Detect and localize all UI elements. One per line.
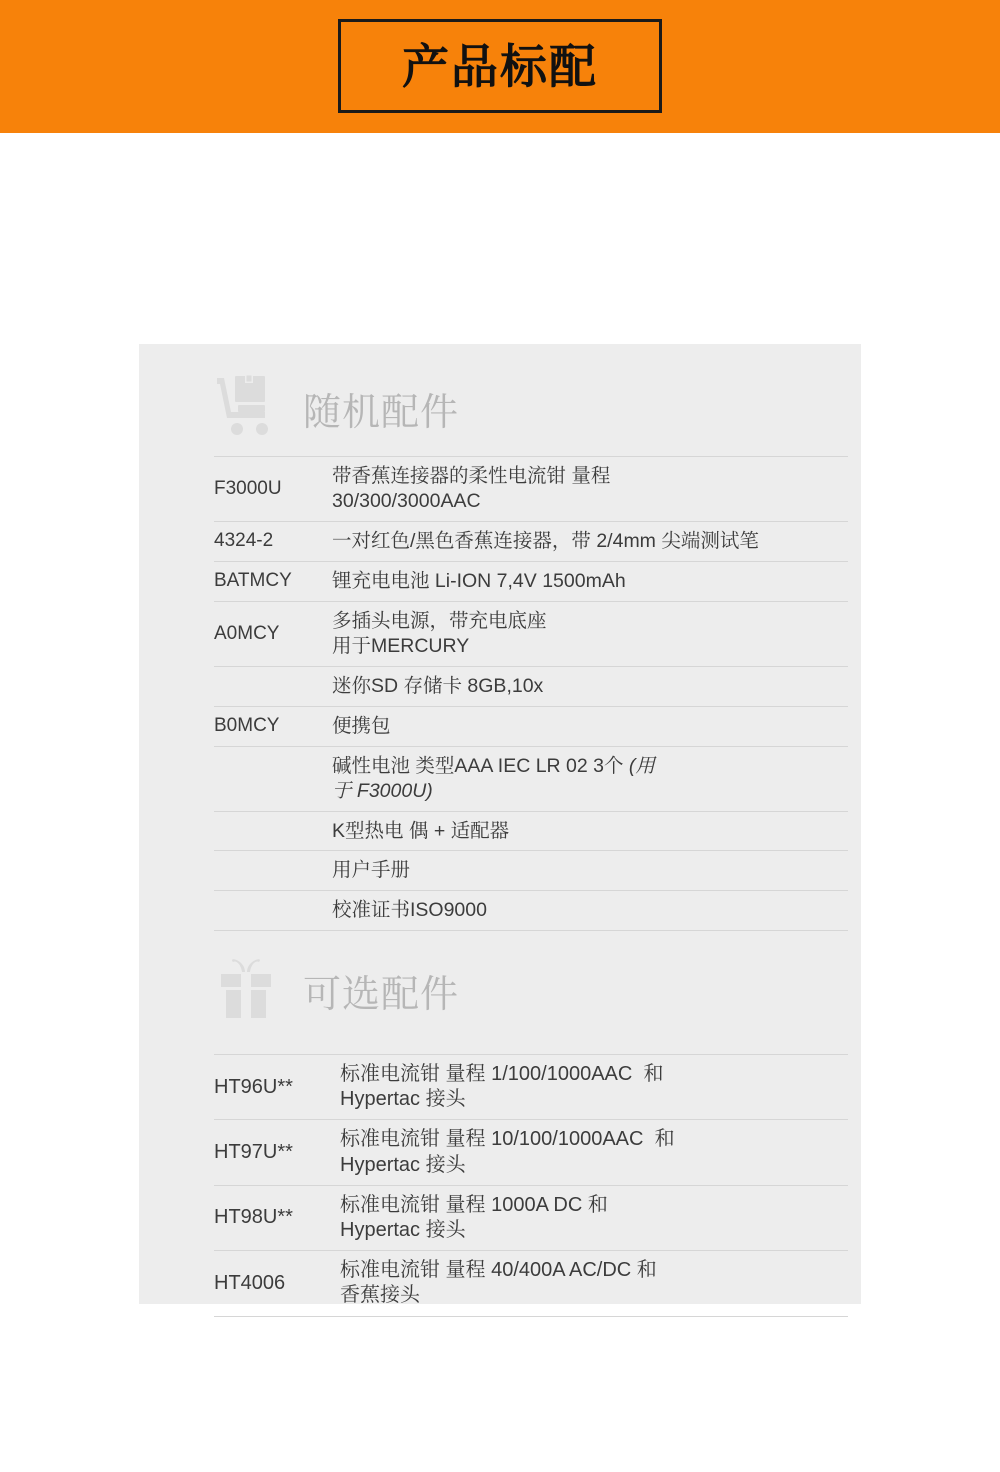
page-banner [0, 0, 1000, 133]
section-title-standard-accessories: 随机配件 [303, 391, 460, 434]
row-code [214, 891, 332, 931]
table-row [214, 561, 848, 601]
row-desc: K型热电 偶 + 适配器 [332, 811, 848, 851]
row-desc: 用户手册 [332, 851, 848, 891]
table-row [214, 811, 848, 851]
row-desc: 多插头电源，带充电底座 用于MERCURY [332, 601, 848, 666]
table-row [214, 521, 848, 561]
row-desc: 标准电流钳 量程 40/400A AC/DC 和 香蕉接头 [340, 1251, 848, 1316]
trolley-box-icon [215, 374, 277, 438]
table-row [214, 851, 848, 891]
row-code [214, 666, 332, 706]
section-title-optional-accessories: 可选配件 [303, 973, 460, 1016]
banner-title-box [338, 19, 662, 113]
row-code: F3000U [214, 457, 332, 522]
row-desc: 标准电流钳 量程 1000A DC 和 Hypertac 接头 [340, 1185, 848, 1250]
row-code [214, 811, 332, 851]
row-code: 4324-2 [214, 521, 332, 561]
optional-accessories-table [214, 1054, 848, 1317]
section-optional-accessories [139, 948, 861, 1317]
section-standard-accessories [139, 366, 861, 931]
row-desc: 标准电流钳 量程 10/100/1000AAC 和 Hypertac 接头 [340, 1120, 848, 1185]
row-code [214, 851, 332, 891]
row-code: HT4006 [214, 1251, 340, 1316]
standard-accessories-table [214, 456, 848, 931]
row-desc: 碱性电池 类型AAA IEC LR 02 3个 (用 于 F3000U) [332, 746, 848, 811]
table-row [214, 706, 848, 746]
row-desc: 迷你SD 存储卡 8GB,10x [332, 666, 848, 706]
row-code [214, 746, 332, 811]
section-header-standard-accessories [139, 366, 861, 450]
row-code: HT97U** [214, 1120, 340, 1185]
row-desc: 校准证书ISO9000 [332, 891, 848, 931]
table-row [214, 1055, 848, 1120]
table-row [214, 601, 848, 666]
table-row [214, 1251, 848, 1316]
gift-box-icon [215, 956, 277, 1020]
table-row [214, 746, 848, 811]
page-title: 产品标配 [402, 39, 598, 93]
table-row [214, 666, 848, 706]
row-code: HT98U** [214, 1185, 340, 1250]
table-row [214, 1120, 848, 1185]
table-row [214, 891, 848, 931]
table-row [214, 457, 848, 522]
row-desc: 一对红色/黑色香蕉连接器，带 2/4mm 尖端测试笔 [332, 521, 848, 561]
section-header-optional-accessories [139, 948, 861, 1032]
row-code: B0MCY [214, 706, 332, 746]
row-desc: 便携包 [332, 706, 848, 746]
row-desc: 带香蕉连接器的柔性电流钳 量程 30/300/3000AAC [332, 457, 848, 522]
content-panel [139, 344, 861, 1307]
row-code: BATMCY [214, 561, 332, 601]
row-code: A0MCY [214, 601, 332, 666]
row-desc: 标准电流钳 量程 1/100/1000AAC 和 Hypertac 接头 [340, 1055, 848, 1120]
row-desc: 锂充电电池 Li-ION 7,4V 1500mAh [332, 561, 848, 601]
row-code: HT96U** [214, 1055, 340, 1120]
table-row [214, 1185, 848, 1250]
